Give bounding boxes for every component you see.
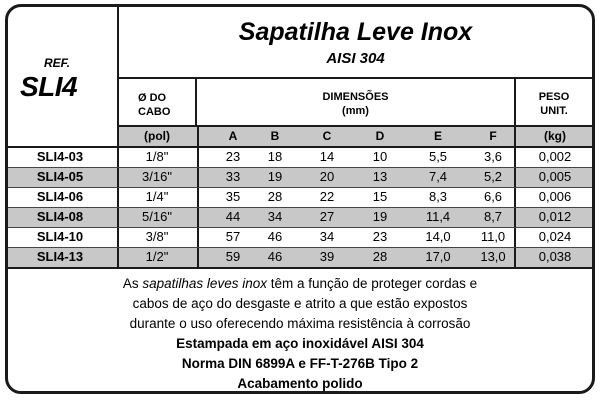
- header-cabo-line1: Ø DO: [138, 92, 167, 104]
- table-cell: 6,6: [483, 189, 503, 204]
- column-separator: [514, 127, 516, 146]
- column-separator: [514, 208, 516, 227]
- unit-label: (pol): [144, 129, 170, 143]
- header-dim-line2: (mm): [342, 105, 369, 117]
- product-subtitle: AISI 304: [326, 50, 385, 67]
- units-row: [119, 127, 592, 146]
- table-cell: 27: [319, 209, 335, 224]
- table-cell: 23: [225, 149, 241, 164]
- header-cabo-line2: CABO: [138, 106, 171, 118]
- table-cell: 0,038: [538, 249, 572, 264]
- header-peso: [516, 77, 592, 125]
- column-separator: [197, 148, 199, 167]
- unit-label: F: [489, 129, 497, 143]
- ref-code: SLI4: [20, 71, 78, 102]
- table-cell: 13,0: [480, 249, 506, 264]
- column-separator: [197, 168, 199, 187]
- column-separator: [117, 208, 119, 227]
- description-line3: durante o uso oferecendo máxima resistência à corrosão: [129, 316, 471, 331]
- column-separator: [514, 188, 516, 207]
- table-cell: 1/2": [145, 249, 169, 264]
- unit-label: (kg): [544, 129, 566, 143]
- unit-label: B: [270, 129, 280, 143]
- table-cell: 46: [267, 229, 283, 244]
- column-separator: [117, 148, 119, 167]
- column-separator: [514, 168, 516, 187]
- table-cell: 14: [319, 149, 335, 164]
- column-separator: [197, 208, 199, 227]
- table-cell: 14,0: [425, 229, 451, 244]
- table-cell: 11,0: [480, 229, 506, 244]
- table-cell: 8,7: [483, 209, 503, 224]
- standard-note: Norma DIN 6899A e FF-T-276B Tipo 2: [181, 356, 419, 371]
- product-spec-card: [5, 4, 595, 394]
- table-cell: 34: [267, 209, 283, 224]
- title-cell: [119, 7, 592, 79]
- table-cell: 8,3: [428, 189, 448, 204]
- unit-label: D: [375, 129, 385, 143]
- table-row: [8, 188, 592, 208]
- spec-table-body: [8, 146, 592, 269]
- table-cell: 0,002: [538, 149, 572, 164]
- table-cell: 18: [267, 149, 283, 164]
- table-cell: 20: [319, 169, 335, 184]
- table-row: [8, 248, 592, 269]
- table-cell: 35: [225, 189, 241, 204]
- table-row: [8, 228, 592, 248]
- table-row: [8, 208, 592, 228]
- table-cell: 28: [372, 249, 388, 264]
- column-separator: [197, 188, 199, 207]
- unit-label: E: [433, 129, 443, 143]
- table-cell: 11,4: [425, 209, 451, 224]
- description-line1: As sapatilhas leves inox têm a função de proteger cordas e: [122, 276, 478, 291]
- row-ref: SLI4-03: [36, 149, 84, 164]
- table-cell: 15: [372, 189, 388, 204]
- table-cell: 0,012: [538, 209, 572, 224]
- header-dimensoes: [197, 77, 516, 125]
- table-cell: 44: [225, 209, 241, 224]
- table-cell: 39: [319, 249, 335, 264]
- table-cell: 34: [319, 229, 335, 244]
- table-cell: 19: [372, 209, 388, 224]
- finish-note: Acabamento polido: [237, 376, 363, 391]
- table-cell: 3/16": [142, 169, 172, 184]
- table-cell: 0,005: [538, 169, 572, 184]
- row-ref: SLI4-10: [36, 229, 84, 244]
- header-cabo: [119, 77, 197, 125]
- table-cell: 10: [372, 149, 388, 164]
- table-cell: 19: [267, 169, 283, 184]
- table-cell: 1/4": [145, 189, 169, 204]
- table-cell: 33: [225, 169, 241, 184]
- column-separator: [197, 248, 199, 267]
- table-cell: 7,4: [428, 169, 448, 184]
- header-peso-line1: PESO: [538, 91, 570, 103]
- ref-label: REF.: [44, 56, 71, 70]
- column-separator: [197, 127, 199, 146]
- table-cell: 0,024: [538, 229, 572, 244]
- column-separator: [197, 228, 199, 247]
- table-cell: 46: [267, 249, 283, 264]
- table-cell: 3,6: [483, 149, 503, 164]
- product-title: Sapatilha Leve Inox: [238, 18, 473, 46]
- table-cell: 57: [225, 229, 241, 244]
- table-cell: 5/16": [142, 209, 172, 224]
- table-row: [8, 168, 592, 188]
- description-line2: cabos de aço do desgaste e atrito a que estão expostos: [132, 296, 468, 311]
- table-cell: 23: [372, 229, 388, 244]
- header-peso-line2: UNIT.: [540, 105, 568, 117]
- table-cell: 0,006: [538, 189, 572, 204]
- table-cell: 22: [319, 189, 335, 204]
- unit-label: A: [228, 129, 238, 143]
- column-separator: [514, 248, 516, 267]
- column-separator: [117, 168, 119, 187]
- column-separator: [117, 248, 119, 267]
- ref-cell: [8, 7, 119, 146]
- material-note: Estampada em aço inoxidável AISI 304: [176, 336, 424, 351]
- row-ref: SLI4-08: [36, 209, 84, 224]
- row-ref: SLI4-06: [36, 189, 84, 204]
- row-ref: SLI4-13: [36, 249, 84, 264]
- column-separator: [514, 148, 516, 167]
- table-cell: 59: [225, 249, 241, 264]
- table-cell: 13: [372, 169, 388, 184]
- table-cell: 5,5: [428, 149, 448, 164]
- description: [8, 274, 592, 394]
- header-dim-line1: DIMENSÕES: [322, 91, 389, 103]
- row-ref: SLI4-05: [36, 169, 84, 184]
- column-separator: [117, 228, 119, 247]
- column-separator: [117, 188, 119, 207]
- table-cell: 5,2: [483, 169, 503, 184]
- table-cell: 3/8": [145, 229, 169, 244]
- table-cell: 17,0: [425, 249, 451, 264]
- table-cell: 1/8": [145, 149, 169, 164]
- table-cell: 28: [267, 189, 283, 204]
- unit-label: C: [322, 129, 332, 143]
- column-separator: [514, 228, 516, 247]
- table-row: [8, 148, 592, 168]
